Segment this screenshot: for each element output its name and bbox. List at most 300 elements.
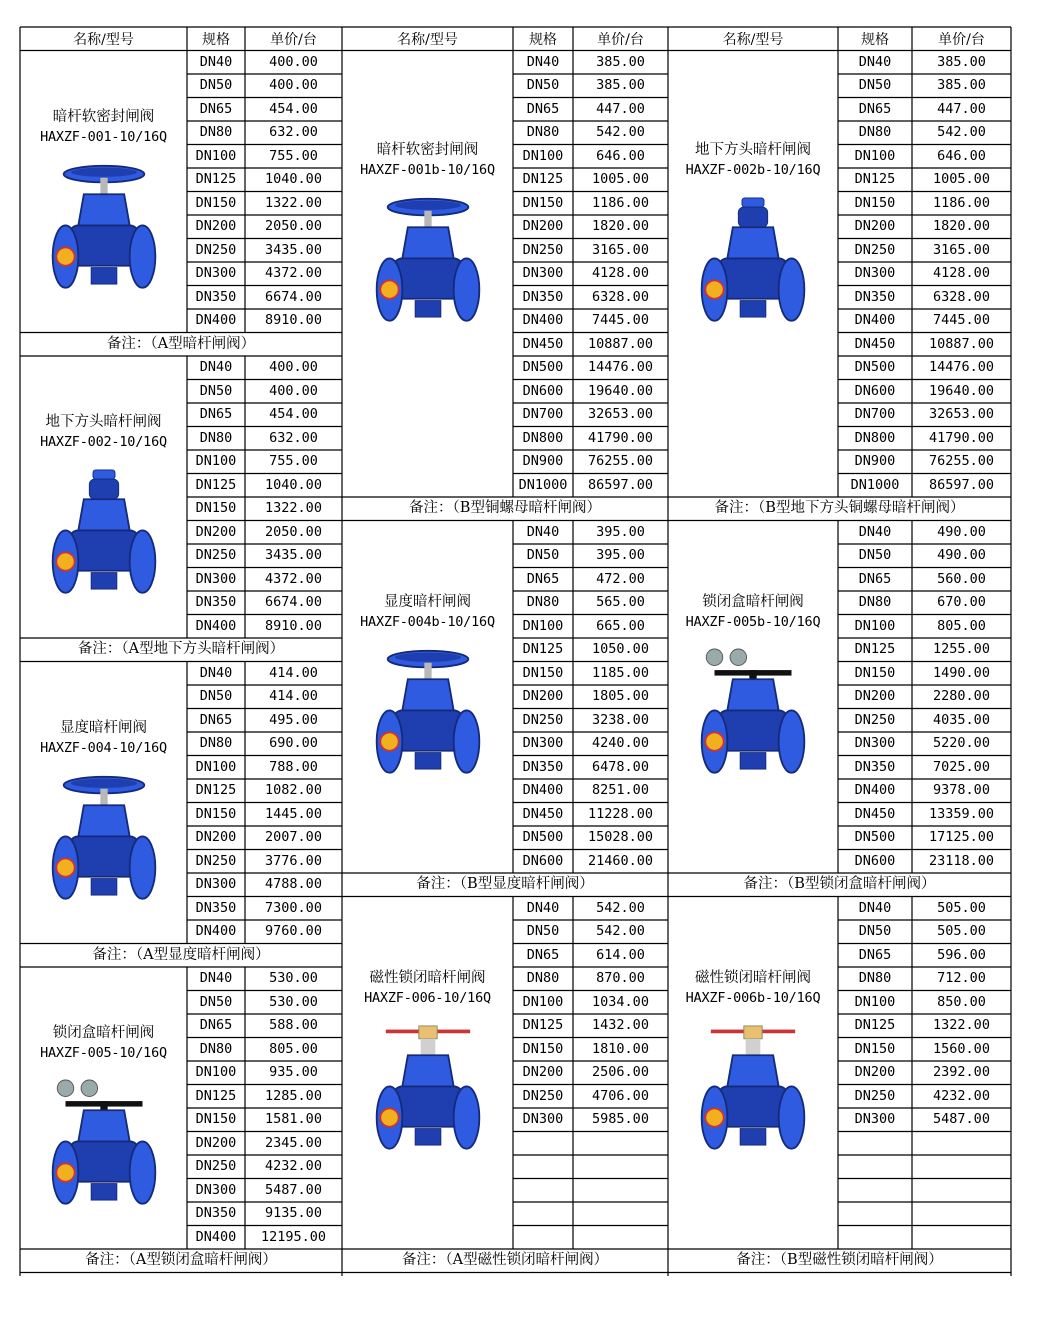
price-cell: 935.00 (269, 1064, 318, 1080)
table-row (187, 474, 342, 498)
price-cell: 3238.00 (592, 711, 649, 728)
table-row (513, 685, 668, 709)
spec-cell: DN50 (199, 688, 233, 704)
remark-note: 备注：（B型磁性锁闭暗杆闸阀） (736, 1252, 943, 1268)
price-cell: 1185.00 (592, 664, 649, 681)
spec-cell: DN500 (522, 829, 564, 845)
price-cell: 414.00 (269, 688, 318, 704)
table-row (513, 709, 668, 733)
table-row (838, 356, 1011, 380)
product-model: HAXZF-002-10/16Q (40, 434, 167, 450)
price-cell: 21460.00 (587, 852, 654, 869)
spec-cell: DN600 (522, 382, 564, 399)
price-cell: 10887.00 (587, 335, 654, 352)
table-row (838, 239, 1011, 263)
price-cell: 646.00 (937, 147, 986, 164)
spec-cell: DN65 (858, 100, 892, 117)
table-row (838, 192, 1011, 216)
product-name-cell (342, 140, 513, 180)
handwheel-gate-valve-icon (49, 155, 159, 305)
price-cell: 4128.00 (933, 265, 990, 281)
spec-cell: DN450 (522, 335, 564, 352)
price-cell: 2392.00 (933, 1064, 990, 1080)
table-row (838, 568, 1011, 592)
price-cell: 1034.00 (592, 993, 649, 1010)
spec-cell: DN300 (522, 1111, 564, 1127)
table-row (187, 403, 342, 427)
spec-cell: DN250 (522, 241, 564, 258)
price-cell: 850.00 (937, 993, 986, 1010)
remark-note: 备注：（A型显度暗杆闸阀） (92, 946, 270, 963)
table-row (838, 779, 1011, 803)
price-cell: 665.00 (596, 617, 645, 634)
product-name: 显度暗杆闸阀 (60, 719, 147, 736)
spec-cell: DN125 (522, 641, 564, 657)
table-row (187, 568, 342, 592)
table-row (187, 1202, 342, 1226)
price-cell: 385.00 (937, 53, 986, 70)
table-row (187, 873, 342, 897)
remark-note: 备注：（B型显度暗杆闸阀） (416, 876, 594, 892)
spec-cell: DN250 (195, 241, 237, 258)
price-cell: 32653.00 (587, 406, 654, 422)
table-row (513, 192, 668, 216)
spec-cell: DN50 (199, 382, 233, 399)
table-row (187, 356, 342, 380)
price-cell: 1560.00 (933, 1040, 990, 1057)
table-row (513, 1108, 668, 1132)
table-row (187, 1014, 342, 1038)
table-row (513, 1014, 668, 1038)
product-model: HAXZF-004-10/16Q (40, 739, 167, 756)
price-cell: 4240.00 (592, 735, 649, 751)
table-row (838, 333, 1011, 357)
table-row (838, 98, 1011, 122)
table-row (513, 615, 668, 639)
table-row (838, 685, 1011, 709)
table-row (838, 662, 1011, 686)
product-name-cell (20, 412, 187, 452)
spec-cell: DN40 (858, 523, 892, 540)
table-row (513, 826, 668, 850)
spec-cell: DN50 (526, 77, 560, 93)
price-cell: 7445.00 (592, 312, 649, 328)
table-row (187, 1226, 342, 1250)
price-cell: 7300.00 (265, 899, 322, 916)
spec-cell: DN300 (195, 570, 237, 587)
price-cell: 490.00 (937, 523, 986, 540)
table-row (187, 1179, 342, 1203)
spec-cell: DN50 (526, 923, 560, 939)
spec-cell: DN350 (195, 594, 237, 610)
product-name-cell (342, 968, 513, 1008)
spec-cell: DN250 (854, 711, 896, 728)
table-row (838, 121, 1011, 145)
spec-cell: DN250 (854, 1087, 896, 1104)
table-row (838, 967, 1011, 991)
table-row (187, 121, 342, 145)
spec-cell: DN450 (854, 805, 896, 822)
table-row (187, 897, 342, 921)
table-row (187, 850, 342, 874)
spec-cell: DN100 (854, 617, 896, 634)
price-cell: 400.00 (269, 53, 318, 70)
product-name: 暗杆软密封闸阀 (376, 141, 479, 158)
spec-cell: DN150 (522, 1040, 564, 1057)
price-cell: 1810.00 (592, 1040, 649, 1057)
table-row (187, 239, 342, 263)
product-name: 暗杆软密封闸阀 (52, 108, 155, 125)
spec-cell: DN125 (195, 1087, 237, 1104)
spec-cell: DN125 (854, 171, 896, 187)
product-model: HAXZF-005b-10/16Q (685, 613, 821, 630)
price-cell: 614.00 (596, 946, 645, 963)
price-cell: 17125.00 (928, 829, 995, 845)
spec-cell: DN350 (522, 288, 564, 305)
magnetic-lock-gate-valve-icon (373, 1016, 483, 1166)
price-cell: 11228.00 (587, 805, 654, 822)
spec-cell: DN65 (858, 570, 892, 587)
spec-cell: DN80 (858, 970, 892, 986)
table-row (838, 474, 1011, 498)
price-cell: 1820.00 (592, 218, 649, 234)
table-row (838, 826, 1011, 850)
table-row (513, 333, 668, 357)
product-name: 显度暗杆闸阀 (384, 593, 471, 610)
header-spec: 规格 (529, 31, 557, 48)
price-cell: 14476.00 (587, 359, 654, 375)
header-price: 单价/台 (597, 31, 644, 48)
price-cell: 6674.00 (265, 288, 322, 305)
price-cell: 23118.00 (928, 852, 995, 869)
remark-note: 备注：（A型暗杆闸阀） (106, 335, 256, 352)
product-model: HAXZF-002b-10/16Q (685, 161, 821, 178)
column-header (20, 27, 342, 51)
spec-cell: DN250 (195, 1158, 237, 1174)
table-row (838, 1014, 1011, 1038)
spec-cell: DN40 (858, 53, 892, 70)
spec-cell: DN500 (522, 359, 564, 375)
price-cell: 6328.00 (933, 288, 990, 305)
table-row (513, 168, 668, 192)
spec-cell: DN350 (522, 758, 564, 775)
table-row (838, 1085, 1011, 1109)
table-row (838, 380, 1011, 404)
table-row (838, 638, 1011, 662)
price-cell: 1805.00 (592, 688, 649, 704)
spec-cell: DN600 (522, 852, 564, 869)
header-price: 单价/台 (270, 31, 317, 48)
spec-cell: DN80 (858, 124, 892, 140)
price-cell: 1005.00 (933, 171, 990, 187)
table-row (513, 403, 668, 427)
price-cell: 1445.00 (265, 805, 322, 822)
price-cell: 32653.00 (928, 406, 995, 422)
spec-cell: DN125 (522, 1017, 564, 1033)
table-row (187, 1038, 342, 1062)
table-row (513, 51, 668, 75)
spec-cell: DN800 (522, 429, 564, 446)
column-header (342, 27, 668, 51)
price-cell: 1322.00 (265, 194, 322, 211)
price-cell: 5220.00 (933, 735, 990, 751)
table-row (187, 145, 342, 169)
table-row (187, 544, 342, 568)
spec-cell: DN80 (199, 124, 233, 140)
product-model: HAXZF-004b-10/16Q (360, 613, 495, 630)
spec-cell: DN300 (195, 1181, 237, 1198)
spec-cell: DN200 (195, 1134, 237, 1151)
spec-cell: DN150 (854, 1040, 896, 1057)
spec-cell: DN40 (526, 899, 560, 916)
spec-cell: DN350 (195, 288, 237, 305)
square-head-gate-valve-icon (49, 460, 159, 610)
spec-cell: DN80 (199, 1040, 233, 1057)
spec-cell: DN40 (858, 899, 892, 916)
spec-cell: DN150 (195, 805, 237, 822)
product-name: 磁性锁闭暗杆闸阀 (369, 969, 486, 986)
spec-cell: DN65 (199, 1017, 233, 1033)
spec-cell: DN900 (854, 453, 896, 469)
spec-cell: DN65 (199, 406, 233, 422)
table-row (838, 262, 1011, 286)
price-cell: 41790.00 (928, 429, 995, 446)
table-row (187, 615, 342, 639)
remark-note: 备注：（A型锁闭盒暗杆闸阀） (85, 1252, 277, 1268)
price-cell: 4128.00 (592, 265, 649, 281)
spec-cell: DN200 (522, 688, 564, 704)
table-row (187, 286, 342, 310)
price-cell: 2280.00 (933, 688, 990, 704)
table-row (838, 427, 1011, 451)
price-cell: 1432.00 (592, 1017, 649, 1033)
price-cell: 1490.00 (933, 664, 990, 681)
table-row (513, 521, 668, 545)
table-row (838, 403, 1011, 427)
spec-cell: DN100 (854, 993, 896, 1010)
table-row (187, 380, 342, 404)
table-row (513, 474, 668, 498)
price-cell: 755.00 (269, 147, 318, 164)
price-cell: 76255.00 (928, 453, 995, 469)
price-cell: 7025.00 (933, 758, 990, 775)
table-row (513, 756, 668, 780)
price-cell: 1186.00 (592, 194, 649, 211)
spec-cell: DN400 (854, 782, 896, 798)
price-cell: 755.00 (269, 453, 318, 469)
table-row (187, 1085, 342, 1109)
price-cell: 3776.00 (265, 852, 322, 869)
spec-cell: DN100 (195, 1064, 237, 1080)
table-row (187, 309, 342, 333)
table-row (838, 709, 1011, 733)
table-row (838, 803, 1011, 827)
price-cell: 788.00 (269, 758, 318, 775)
spec-cell: DN40 (526, 523, 560, 540)
spec-cell: DN400 (195, 312, 237, 328)
table-row (187, 591, 342, 615)
header-name: 名称/型号 (397, 31, 458, 48)
handwheel-gate-valve-icon (373, 188, 483, 338)
price-cell: 1082.00 (265, 782, 322, 798)
spec-cell: DN100 (195, 147, 237, 164)
product-model: HAXZF-006-10/16Q (364, 989, 491, 1006)
price-cell: 805.00 (937, 617, 986, 634)
price-cell: 670.00 (937, 594, 986, 610)
table-row (513, 450, 668, 474)
spec-cell: DN200 (522, 218, 564, 234)
table-row (513, 309, 668, 333)
lock-box-gate-valve-icon (698, 640, 808, 790)
spec-cell: DN80 (199, 429, 233, 446)
product-model: HAXZF-006b-10/16Q (685, 989, 821, 1006)
price-cell: 1005.00 (592, 171, 649, 187)
price-cell: 7445.00 (933, 312, 990, 328)
price-cell: 3435.00 (265, 241, 322, 258)
spec-cell: DN350 (854, 758, 896, 775)
table-row (513, 638, 668, 662)
product-name-cell (668, 968, 838, 1008)
price-cell: 2007.00 (265, 829, 322, 845)
table-row (838, 1061, 1011, 1085)
price-cell: 560.00 (937, 570, 986, 587)
price-cell: 454.00 (269, 100, 318, 117)
table-row (513, 427, 668, 451)
price-cell: 530.00 (269, 970, 318, 986)
table-row (187, 967, 342, 991)
spec-cell: DN80 (526, 124, 560, 140)
table-row (838, 897, 1011, 921)
spec-cell: DN50 (858, 923, 892, 939)
price-cell: 14476.00 (928, 359, 995, 375)
table-row (838, 850, 1011, 874)
spec-cell: DN700 (522, 406, 564, 422)
table-row (187, 826, 342, 850)
product-name-cell (20, 1023, 187, 1063)
product-name-cell (20, 718, 187, 758)
price-cell: 447.00 (596, 100, 645, 117)
table-row (838, 991, 1011, 1015)
spec-cell: DN150 (522, 664, 564, 681)
table-row (187, 98, 342, 122)
spec-cell: DN700 (854, 406, 896, 422)
square-head-gate-valve-icon (698, 188, 808, 338)
product-model: HAXZF-001b-10/16Q (360, 161, 495, 178)
table-row (838, 756, 1011, 780)
table-row (838, 521, 1011, 545)
lock-box-gate-valve-icon (49, 1071, 159, 1221)
remark-note: 备注：（A型地下方头暗杆闸阀） (77, 641, 285, 657)
spec-cell: DN400 (522, 782, 564, 798)
table-row (187, 168, 342, 192)
price-cell: 5487.00 (933, 1111, 990, 1127)
table-row (187, 732, 342, 756)
price-cell: 3165.00 (933, 241, 990, 258)
spec-cell: DN300 (195, 265, 237, 281)
price-cell: 86597.00 (587, 476, 654, 493)
spec-cell: DN200 (195, 829, 237, 845)
spec-cell: DN65 (199, 100, 233, 117)
product-name-cell (20, 107, 187, 147)
table-row (513, 920, 668, 944)
price-cell: 400.00 (269, 77, 318, 93)
spec-cell: DN80 (199, 735, 233, 751)
spec-cell: DN300 (854, 265, 896, 281)
spec-cell: DN150 (854, 664, 896, 681)
spec-cell: DN125 (522, 171, 564, 187)
spec-cell: DN200 (854, 218, 896, 234)
spec-cell: DN125 (195, 171, 237, 187)
table-row (513, 286, 668, 310)
price-cell: 2345.00 (265, 1134, 322, 1151)
price-cell: 1820.00 (933, 218, 990, 234)
table-row (838, 920, 1011, 944)
spec-cell: DN100 (854, 147, 896, 164)
spec-cell: DN450 (854, 335, 896, 352)
price-cell: 505.00 (937, 923, 986, 939)
price-cell: 4372.00 (265, 265, 322, 281)
price-cell: 9378.00 (933, 782, 990, 798)
table-row (838, 1038, 1011, 1062)
spec-cell: DN600 (854, 382, 896, 399)
price-cell: 4706.00 (592, 1087, 649, 1104)
table-row (838, 168, 1011, 192)
spec-cell: DN80 (526, 970, 560, 986)
spec-cell: DN150 (195, 194, 237, 211)
spec-cell: DN40 (199, 664, 233, 681)
price-cell: 15028.00 (587, 829, 654, 845)
price-cell: 6328.00 (592, 288, 649, 305)
table-row (513, 568, 668, 592)
price-cell: 1322.00 (265, 500, 322, 516)
spec-cell: DN65 (526, 570, 560, 587)
spec-cell: DN125 (854, 1017, 896, 1033)
spec-cell: DN1000 (850, 476, 900, 493)
spec-cell: DN50 (858, 547, 892, 563)
price-cell: 8251.00 (592, 782, 649, 798)
price-cell: 530.00 (269, 993, 318, 1010)
spec-cell: DN400 (195, 923, 237, 939)
remark-note: 备注：（B型地下方头铜螺母暗杆闸阀） (714, 500, 965, 516)
price-cell: 395.00 (596, 547, 645, 563)
spec-cell: DN200 (195, 218, 237, 234)
price-cell: 3165.00 (592, 241, 649, 258)
product-name: 地下方头暗杆闸阀 (695, 141, 811, 158)
spec-cell: DN300 (522, 735, 564, 751)
table-row (838, 544, 1011, 568)
table-row (513, 215, 668, 239)
table-row (513, 145, 668, 169)
table-row (187, 991, 342, 1015)
spec-cell: DN250 (195, 547, 237, 563)
table-row (187, 685, 342, 709)
header-name: 名称/型号 (73, 31, 134, 48)
handwheel-gate-valve-icon (373, 640, 483, 790)
table-row (513, 1038, 668, 1062)
price-cell: 542.00 (596, 923, 645, 939)
price-cell: 454.00 (269, 406, 318, 422)
spec-cell: DN150 (195, 1111, 237, 1127)
spec-cell: DN200 (854, 1064, 896, 1080)
price-cell: 870.00 (596, 970, 645, 986)
table-row (838, 74, 1011, 98)
price-cell: 2050.00 (265, 523, 322, 540)
price-cell: 632.00 (269, 124, 318, 140)
table-row (187, 521, 342, 545)
price-cell: 1322.00 (933, 1017, 990, 1033)
price-cell: 596.00 (937, 946, 986, 963)
price-cell: 565.00 (596, 594, 645, 610)
